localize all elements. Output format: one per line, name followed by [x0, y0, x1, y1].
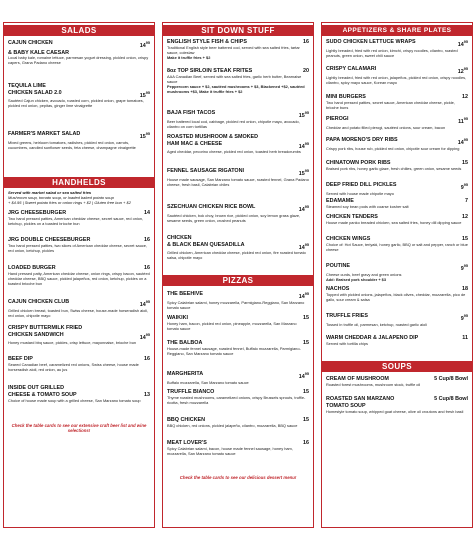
menu-item: FARMER'S MARKET SALAD $15^{95}$ Mixed greens, heirloom tomatoes, radishes, pickled red onion, carrots, cucumbers, candied sunflower seeds, feta cheese, champagne vinaigrette	[8, 131, 150, 150]
sides-note: Served with market salad or sea salted fries	[8, 190, 92, 195]
item-description: Tossed in truffle oil, parmesan, ketchup, roasted garlic aioli	[326, 321, 427, 327]
menu-item: BBQ CHICKEN 15 BBQ chicken, red onions, pickled jalapeño, cilantro, mozzarella, BBQ sauce	[167, 417, 309, 428]
item-name-line2: CHICKEN SANDWICH	[8, 331, 64, 338]
item-description: Thyme roasted mushrooms, caramelized onions, crispy Brussels sprouts, truffle-ricotta, fresh mozzarella	[167, 394, 306, 405]
item-extra: Add: Braised pork shoulder + $3	[326, 276, 386, 282]
item-description: Cheddar and potato filled pierogi, sautéed onions, sour cream, bacon	[326, 124, 446, 130]
item-description: Seared Canadian beef, caramelized red onions, Swiss cheese, house made horseradish aioli, red onion, au jus	[8, 361, 139, 372]
item-description: Two hand pressed patties, American cheddar cheese, secret sauce, red onion, ketchup, pickles on a toasted brioche bun	[8, 215, 144, 226]
item-description: Served with tortilla chips	[326, 340, 368, 346]
menu-item: TRUFFLE BIANCO 15 Thyme roasted mushrooms, caramelized onions, crispy Brussels sprouts, truffle-ricotta, fresh mozzarella	[167, 389, 309, 405]
item-name: ROASTED MUSHROOM & SMOKED	[167, 134, 259, 140]
item-name: MINI BURGERS	[326, 94, 366, 100]
menu-item: CHICKEN TENDERS 12 House made panko breaded chicken, sea salted fries, honey dill dipping sauce	[326, 214, 468, 225]
item-description: Cheese curds, beef gravy and green onions	[326, 271, 402, 277]
item-description: Hand pressed patty, American cheddar cheese, onion rings, crispy bacon, sautéed cheddar cheese, BBQ sauce, pickled jalapeños, red onion, ketchup, pickles on a toasted brioche bun	[8, 270, 150, 286]
menu-item: THE BEEHIVE $14^{95}$ Spicy Calabrian salami, honey mozzarella, Parmigiano-Reggiano, San Marzano tomato sauce	[167, 291, 309, 310]
item-description: Choice of: Hot Sauce, teriyaki, honey garlic, BBQ or salt and pepper, ranch or blue cheese	[326, 241, 468, 252]
menu-item: CAJUN CHICKEN CLUB $14^{95}$ Grilled chicken breast, toasted bun, Swiss cheese, house-made horseradish aioli, red onion, chipotle mayo	[8, 299, 150, 318]
sitdown-header: SIT DOWN STUFF	[163, 25, 313, 36]
menu-item: SZECHUAN CHICKEN RICE BOWL $14^{95}$ Sautéed chicken, bok choy, brown rice, pickled onion, soy lemon grass glaze, sesame seeds, green onion, crushed peanuts	[167, 204, 309, 223]
salads-header: SALADS	[4, 25, 154, 36]
item-name: DEEP FRIED DILL PICKLES	[326, 182, 397, 188]
item-name: CREAM OF MUSHROOM	[326, 376, 389, 382]
item-description: Aged cheddar, pecorino cheese, pickled red onion, toasted herb breadcrumbs	[167, 149, 301, 155]
item-name: ROASTED SAN MARZANO	[326, 396, 395, 402]
item-name: TEQUILA LIME	[8, 83, 46, 89]
menu-item: FENNEL SAUSAGE RIGATONI $15^{95}$ House made sausage, San Marzano tomato sauce, roasted fennel, Grana Padano cheese, fresh basil, Calabrian chiles	[167, 168, 309, 187]
item-description: House made sausage, San Marzano tomato sauce, roasted fennel, Grana Padano cheese, fresh basil, Calabrian chiles	[167, 176, 309, 187]
item-description: Lightly breaded, fried with red onion, kimchi, crispy noodles, cilantro, roasted peanuts, green onion, sweet chili sauce	[326, 47, 458, 58]
menu-item: TEQUILA LIME CHICKEN SALAD 2.0 $15^{95}$ Sautéed Cajun chicken, avocado, roasted corn, pickled onion, grape tomatoes, pickled red onion, pepitas, ginger lime vinaigrette	[8, 83, 150, 109]
item-extra: Peppercorn sauce + $2, sautéed mushrooms + $3, Blackened +$2, sautéed mushrooms +$3, Make it truffle fries + $2	[167, 83, 305, 94]
handhelds-notes	[8, 190, 150, 205]
item-name: EDAMAME	[326, 198, 354, 204]
item-name: TRUFFLE BIANCO	[167, 389, 215, 395]
item-description: Spicy Calabrian salami, bacon, house made fennel sausage, honey ham, mozzarella, San Marzano tomato sauce	[167, 445, 293, 456]
item-name: JRG CHEESEBURGER	[8, 210, 67, 216]
menu-item: LOADED BURGER 16 Hand pressed patty, American cheddar cheese, onion rings, crispy bacon, sautéed cheddar cheese, BBQ sauce, pickled jalapeños, red onion, ketchup, pickles on a toasted brioche bun	[8, 265, 150, 286]
menu-item: CAJUN CHICKEN $14^{95}$ & BABY KALE CAESAR Local baby kale, romaine lettuce, parmesan yogurt dressing, pickled onion, crispy capers, Grana Padano cheese	[8, 40, 150, 66]
menu-item: SUDO CHICKEN LETTUCE WRAPS $14^{95}$ Lightly breaded, fried with red onion, kimchi, crispy noodles, cilantro, roasted peanuts, green onion, sweet chili sauce	[326, 39, 468, 58]
item-description: Grilled chicken, American cheddar cheese, pickled red onion, fire roasted tomato salsa, chipotle mayo	[167, 250, 306, 261]
item-description: Local baby kale, romaine lettuce, parmesan yogurt dressing, pickled onion, crispy capers, Grana Padano cheese	[8, 55, 149, 66]
item-description: Honey mustard bbq sauce, pickles, crisp lettuce, mayonnaise, brioche bun	[8, 340, 137, 346]
menu-item: POUTINE $9^{95}$ Cheese curds, beef gravy and green onions Add: Braised pork shoulder + $3	[326, 263, 468, 282]
item-name: TRUFFLE FRIES	[326, 313, 368, 319]
menu-item: PIEROGI $11^{95}$ Cheddar and potato filled pierogi, sautéed onions, sour cream, bacon	[326, 116, 468, 130]
handhelds-header: HANDHELDS	[4, 177, 154, 188]
item-description: Beer battered local cod, cabbage, pickled red onion, chipotle mayo, avocado, cilantro on corn tortillas	[167, 118, 300, 129]
menu-item: ENGLISH STYLE FISH & CHIPS 16 Traditional English style beer battered cod, served with sea salted fries, tartar sauce, coleslaw Make it truffle fries + $2	[167, 39, 309, 60]
item-name-line2: & BABY KALE CAESAR	[8, 49, 69, 56]
item-name: WARM CHEDDAR & JALAPEÑO DIP	[326, 335, 419, 341]
item-name: NACHOS	[326, 286, 350, 292]
item-name: THE BALBOA	[167, 340, 203, 346]
item-description: Choice of house made soup with a grilled cheese, San Marzano tomato soup	[8, 397, 141, 403]
item-description: Two hand pressed patties, secret sauce, American cheddar cheese, pickle, brioche buns	[326, 99, 455, 110]
item-name: PAPA MORENO'S DRY RIBS	[326, 137, 398, 143]
item-name: CHICKEN WINGS	[326, 236, 371, 242]
menu-item: NACHOS 18 Topped with pickled onions, jalapeños, black olives, cheddar, mozzarella, pico de gallo, sour cream & salsa	[326, 286, 468, 302]
appetizers-header: APPETIZERS & SHARE PLATES	[322, 25, 472, 36]
item-description: Mixed greens, heirloom tomatoes, radishes, pickled red onion, carrots, cucumbers, candied sunflower seeds, feta cheese, champagne vinaigrette	[8, 139, 136, 150]
item-name-line2: TOMATO SOUP	[326, 402, 366, 409]
menu-item: WARM CHEDDAR & JALAPEÑO DIP 11 Served with tortilla chips	[326, 335, 468, 346]
item-name-line2: CHICKEN SALAD 2.0	[8, 89, 62, 96]
item-name: INSIDE OUT GRILLED	[8, 385, 65, 391]
item-name: FENNEL SAUSAGE RIGATONI	[167, 168, 244, 174]
item-name: SUDO CHICKEN LETTUCE WRAPS	[326, 39, 416, 45]
menu-item: ROASTED SAN MARZANO 5 Cup/8 Bowl TOMATO SOUP Homestyle tomato soup, whipped goat cheese, olive oil croutons and fresh basil	[326, 396, 468, 414]
pizzas-header: PIZZAS	[163, 275, 313, 286]
item-description: Spicy Calabrian salami, honey mozzarella, Parmigiano-Reggiano, San Marzano tomato sauce	[167, 299, 305, 310]
item-description: House-made fennel sausage, roasted fennel, Buffalo mozzarella, Parmigiano-Reggiano, San Marzano tomato sauce	[167, 345, 301, 356]
menu-item: JRG CHEESEBURGER 14 Two hand pressed patties, American cheddar cheese, secret sauce, red onion, ketchup, pickles on a toasted brioche bun	[8, 210, 150, 226]
menu-item: CHICKEN & BLACK BEAN QUESADILLA $14^{95}$ Grilled chicken, American cheddar cheese, pickled red onion, fire roasted tomato salsa, chipotle mayo	[167, 235, 309, 261]
item-description: Sautéed Cajun chicken, avocado, roasted corn, pickled onion, grape tomatoes, pickled red onion, pepitas, ginger lime vinaigrette	[8, 98, 144, 109]
menu-item: CREAM OF MUSHROOM 5 Cup/8 Bowl Roasted forest mushrooms, mushroom stock, truffle oil	[326, 376, 468, 387]
item-name: ENGLISH STYLE FISH & CHIPS	[167, 39, 247, 45]
item-name: CAJUN CHICKEN CLUB	[8, 299, 70, 305]
item-name: WAIKIKI	[167, 315, 188, 321]
right-column	[321, 22, 473, 528]
item-description: Braised pork ribs, honey garlic glaze, fresh chilies, green onion, sesame seeds	[326, 165, 462, 171]
item-description: AAA Canadian Beef, served with sea salted fries, garlic herb butter, Bearnaise sauce	[167, 73, 302, 84]
menu-item: MEAT LOVER'S 16 Spicy Calabrian salami, bacon, house made fennel sausage, honey ham, mozzarella, San Marzano tomato sauce	[167, 440, 309, 456]
item-name: BAJA FISH TACOS	[167, 110, 216, 116]
item-description: House made panko breaded chicken, sea salted fries, honey dill dipping sauce	[326, 219, 462, 225]
menu-item: PAPA MORENO'S DRY RIBS $14^{95}$ Crispy pork ribs, house rub, pickled red onion, chipotle sour cream for dipping	[326, 137, 468, 151]
menu-item: CRISPY BUTTERMILK FRIED CHICKEN SANDWICH $14^{95}$ Honey mustard bbq sauce, pickles, crisp lettuce, mayonnaise, brioche bun	[8, 325, 150, 346]
menu-item: WAIKIKI 15 Honey ham, bacon, pickled red onion, pineapple, mozzarella, San Marzano tomato sauce	[167, 315, 309, 331]
item-description: Sautéed chicken, bok choy, brown rice, pickled onion, soy lemon grass glaze, sesame seeds, green onion, crushed peanuts	[167, 212, 301, 223]
menu-item: MINI BURGERS 12 Two hand pressed patties, secret sauce, American cheddar cheese, pickle, brioche buns	[326, 94, 468, 110]
menu-item: BAJA FISH TACOS $15^{95}$ Beer battered local cod, cabbage, pickled red onion, chipotle mayo, avocado, cilantro on corn tortillas	[167, 110, 309, 129]
item-description: Traditional English style beer battered cod, served with sea salted fries, tartar sauce, coleslaw	[167, 44, 300, 55]
item-description: Grilled chicken breast, toasted bun, Swiss cheese, house-made horseradish aioli, red onion, chipotle mayo	[8, 307, 149, 318]
upgrade-note: + $4.95 | Sweet potato fries or onion rings + $2 | Gluten free bun + $2	[8, 200, 131, 205]
item-name: POUTINE	[326, 263, 350, 269]
item-name: CRISPY CALAMARI	[326, 66, 377, 72]
item-name-line2: CHEESE & TOMATO SOUP	[8, 391, 77, 398]
item-name: LOADED BURGER	[8, 265, 56, 271]
menu-item: CHICKEN WINGS 15 Choice of: Hot Sauce, teriyaki, honey garlic, BBQ or salt and pepper, ranch or blue cheese	[326, 236, 468, 252]
menu-item: MARGHERITA $14^{95}$ Buffalo mozzarella, San Marzano tomato sauce	[167, 371, 309, 385]
item-description: Served with house made chipotle mayo	[326, 190, 394, 196]
item-name: CAJUN CHICKEN	[8, 40, 53, 46]
menu-item: 8oz TOP SIRLOIN STEAK FRITES 20 AAA Canadian Beef, served with sea salted fries, garlic herb butter, Bearnaise sauce Peppercorn sauce + $2, sautéed mushrooms + $3, Blackened +$2, sautéed mushrooms +$3, Make it truffle fries + $2	[167, 68, 309, 94]
item-name: BEEF DIP	[8, 356, 33, 362]
item-name: FARMER'S MARKET SALAD	[8, 131, 81, 137]
item-name: THE BEEHIVE	[167, 291, 203, 297]
menu-item: INSIDE OUT GRILLED CHEESE & TOMATO SOUP 13 Choice of house made soup with a grilled cheese, San Marzano tomato soup	[8, 385, 150, 403]
menu-item: JRG DOUBLE CHEESEBURGER 16 Two hand pressed patties, two slices of American cheddar cheese, secret sauce, red onion, ketchup, pickles	[8, 237, 150, 253]
item-name: CHICKEN	[167, 235, 192, 241]
item-name: SZECHUAN CHICKEN RICE BOWL	[167, 204, 256, 210]
middle-column	[162, 22, 314, 528]
item-name: PIEROGI	[326, 116, 349, 122]
menu-item: EDAMAME 7 Steamed soy bean pods with coarse kosher salt	[326, 198, 468, 209]
item-name: BBQ CHICKEN	[167, 417, 206, 423]
left-column	[3, 22, 155, 528]
menu-item: CHINATOWN PORK RIBS 15 Braised pork ribs, honey garlic glaze, fresh chilies, green onion, sesame seeds	[326, 160, 468, 171]
item-description: BBQ chicken, red onions, pickled jalapeño, cilantro, mozzarella, BBQ sauce	[167, 422, 298, 428]
menu-item: THE BALBOA 15 House-made fennel sausage, roasted fennel, Buffalo mozzarella, Parmigiano-Reggiano, San Marzano tomato sauce	[167, 340, 309, 356]
item-description: Two hand pressed patties, two slices of American cheddar cheese, secret sauce, red onion, ketchup, pickles	[8, 242, 148, 253]
item-name-line2: HAM MAC & CHEESE	[167, 140, 223, 147]
item-description: Crispy pork ribs, house rub, pickled red onion, chipotle sour cream for dipping	[326, 145, 460, 151]
item-name-line2: & BLACK BEAN QUESADILLA	[167, 241, 245, 248]
item-name: 8oz TOP SIRLOIN STEAK FRITES	[167, 68, 253, 74]
item-description: Lightly breaded, fried with red onion, jalapeños, pickled red onion, crispy noodles, cilantro, spicy mayo sauce, Korean mayo	[326, 74, 467, 85]
item-extra: Make it truffle fries + $2	[167, 54, 211, 60]
soup-note: Mushroom soup, tomato soup, or loaded baked potato soup	[8, 195, 114, 200]
soups-header: SOUPS	[322, 361, 472, 372]
item-description: Topped with pickled onions, jalapeños, black olives, cheddar, mozzarella, pico de gallo, sour cream & salsa	[326, 291, 466, 302]
item-name: CHINATOWN PORK RIBS	[326, 160, 391, 166]
item-name: CRISPY BUTTERMILK FRIED	[8, 325, 83, 331]
menu-item: TRUFFLE FRIES $9^{95}$ Tossed in truffle oil, parmesan, ketchup, roasted garlic aioli	[326, 313, 468, 327]
item-description: Buffalo mozzarella, San Marzano tomato sauce	[167, 379, 249, 385]
item-description: Roasted forest mushrooms, mushroom stock, truffle oil	[326, 381, 421, 387]
item-name: JRG DOUBLE CHEESEBURGER	[8, 237, 91, 243]
menu-item: BEEF DIP 16 Seared Canadian beef, caramelized red onions, Swiss cheese, house made horseradish aioli, red onion, au jus	[8, 356, 150, 372]
dessert-note: Check the table cards to see our delicious dessert menu!	[179, 475, 297, 480]
item-name: MEAT LOVER'S	[167, 440, 207, 446]
menu-item: ROASTED MUSHROOM & SMOKED HAM MAC & CHEESE $14^{95}$ Aged cheddar, pecorino cheese, pickled red onion, toasted herb breadcrumbs	[167, 134, 309, 155]
menu-item: CRISPY CALAMARI $12^{95}$ Lightly breaded, fried with red onion, jalapeños, pickled red onion, crispy noodles, cilantro, spicy mayo sauce, Korean mayo	[326, 66, 468, 85]
item-description: Homestyle tomato soup, whipped goat cheese, olive oil croutons and fresh basil	[326, 408, 464, 414]
item-name: CHICKEN TENDERS	[326, 214, 378, 220]
item-description: Steamed soy bean pods with coarse kosher salt	[326, 203, 409, 209]
menu-item: DEEP FRIED DILL PICKLES $9^{95}$ Served with house made chipotle mayo	[326, 182, 468, 196]
item-name: MARGHERITA	[167, 371, 204, 377]
item-description: Honey ham, bacon, pickled red onion, pineapple, mozzarella, San Marzano tomato sauce	[167, 320, 297, 331]
beer-list-note: Check the table cards to see our extensive craft beer list and wine selections!	[11, 423, 147, 434]
